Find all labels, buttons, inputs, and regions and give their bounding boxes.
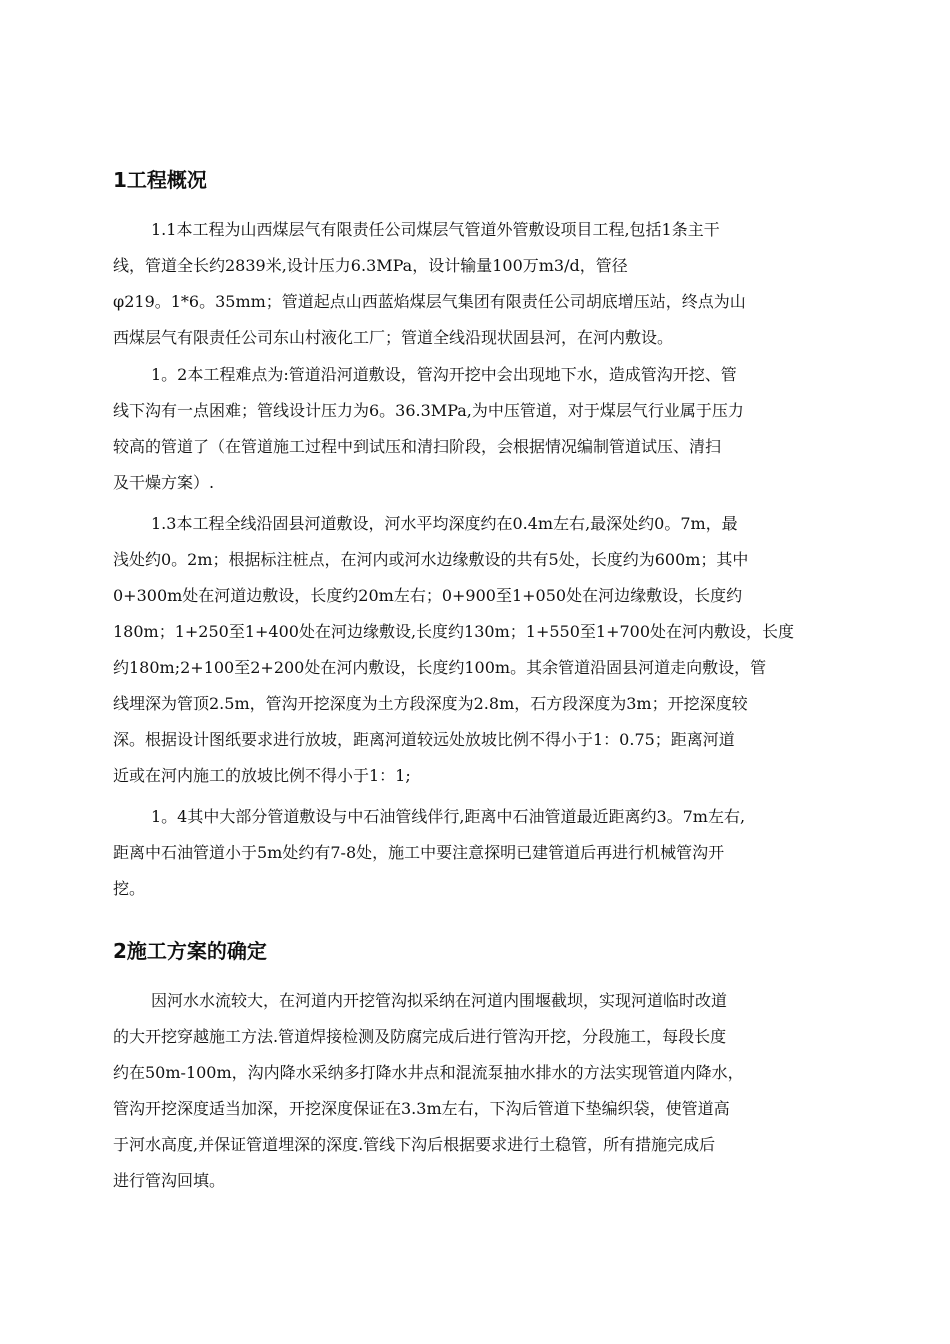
paragraph-line: 180m；1+250至1+400处在河边缘敷设,长度约130m；1+550至1+700处在河内敷设，长度 bbox=[113, 622, 795, 641]
paragraph-line: φ219。1*6。35mm；管道起点山西蓝焰煤层气集团有限责任公司胡底增压站，终点为山 bbox=[113, 292, 746, 311]
paragraph-line: 的大开挖穿越施工方法.管道焊接检测及防腐完成后进行管沟开挖，分段施工，每段长度 bbox=[113, 1027, 727, 1046]
section-1-paragraph-3 bbox=[113, 506, 858, 794]
paragraph-line: 1.3本工程全线沿固县河道敷设，河水平均深度约在0.4m左右,最深处约0。7m，最 bbox=[151, 514, 738, 533]
paragraph-line: 约180m;2+100至2+200处在河内敷设，长度约100m。其余管道沿固县河道走向敷设，管 bbox=[113, 658, 767, 677]
paragraph-line: 1.1本工程为山西煤层气有限责任公司煤层气管道外管敷设项目工程,包括1条主干 bbox=[151, 220, 720, 239]
paragraph-line: 管沟开挖深度适当加深，开挖深度保证在3.3m左右，下沟后管道下垫编织袋，使管道高 bbox=[113, 1099, 730, 1118]
section-2-heading: 2施工方案的确定 bbox=[113, 939, 267, 963]
paragraph-line: 1。4其中大部分管道敷设与中石油管线伴行,距离中石油管道最近距离约3。7m左右, bbox=[151, 807, 746, 826]
paragraph-line: 因河水水流较大，在河道内开挖管沟拟采纳在河道内围堰截坝，实现河道临时改道 bbox=[151, 991, 728, 1010]
paragraph-line: 较高的管道了（在管道施工过程中到试压和清扫阶段，会根据情况编制管道试压、清扫 bbox=[113, 437, 722, 456]
paragraph-line: 西煤层气有限责任公司东山村液化工厂；管道全线沿现状固县河，在河内敷设。 bbox=[113, 328, 674, 347]
paragraph-line: 线下沟有一点困难；管线设计压力为6。36.3MPa,为中压管道，对于煤层气行业属于压力 bbox=[113, 401, 744, 420]
section-1-paragraph-2 bbox=[113, 357, 858, 501]
paragraph-line: 挖。 bbox=[113, 879, 146, 898]
paragraph-line: 距离中石油管道小于5m处约有7-8处，施工中要注意探明已建管道后再进行机械管沟开 bbox=[113, 843, 725, 862]
paragraph-line: 近或在河内施工的放坡比例不得小于1：1; bbox=[113, 766, 411, 785]
paragraph-line: 深。根据设计图纸要求进行放坡，距离河道较远处放坡比例不得小于1：0.75；距离河道 bbox=[113, 730, 735, 749]
paragraph-line: 及干燥方案）. bbox=[113, 473, 215, 492]
paragraph-line: 线埋深为管顶2.5m，管沟开挖深度为土方段深度为2.8m，石方段深度为3m；开挖深度较 bbox=[113, 694, 748, 713]
paragraph-line: 于河水高度,并保证管道埋深的深度.管线下沟后根据要求进行土稳管，所有措施完成后 bbox=[113, 1135, 716, 1154]
section-1-paragraph-4 bbox=[113, 799, 858, 907]
section-1-paragraph-1 bbox=[113, 212, 858, 356]
paragraph-line: 浅处约0。2m；根据标注桩点，在河内或河水边缘敷设的共有5处，长度约为600m；其中 bbox=[113, 550, 749, 569]
section-2-paragraph-1 bbox=[113, 983, 858, 1199]
paragraph-line: 线，管道全长约2839米,设计压力6.3MPa，设计输量100万m3/d，管径 bbox=[113, 256, 628, 275]
paragraph-line: 0+300m处在河道边敷设，长度约20m左右；0+900至1+050处在河边缘敷设，长度约 bbox=[113, 586, 743, 605]
section-1-heading: 1工程概况 bbox=[113, 168, 207, 192]
paragraph-line: 约在50m-100m，沟内降水采纳多打降水井点和混流泵抽水排水的方法实现管道内降水， bbox=[113, 1063, 744, 1082]
paragraph-line: 进行管沟回填。 bbox=[113, 1171, 226, 1190]
paragraph-line: 1。2本工程难点为:管道沿河道敷设，管沟开挖中会出现地下水，造成管沟开挖、管 bbox=[151, 365, 737, 384]
